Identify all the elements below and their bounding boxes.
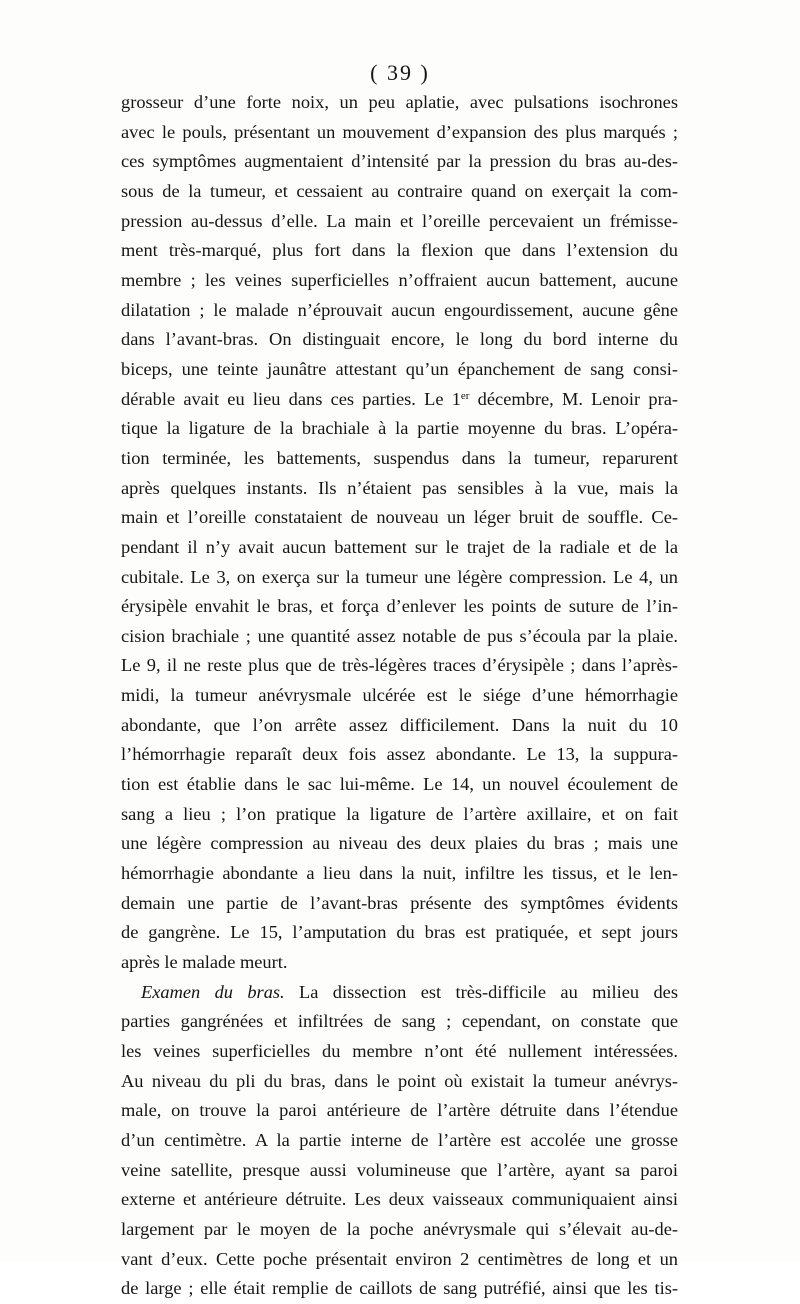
paragraph-1 xyxy=(121,88,678,385)
text-line: d’un centimètre. A la partie interne de l’artère est accolée une grosse xyxy=(121,1129,678,1150)
text-line: cision brachiale ; une quantité assez notable de pus s’écoula par la plaie. xyxy=(121,625,678,646)
text-line: pendant il n’y avait aucun battement sur le trajet de la radiale et de la xyxy=(121,536,678,557)
text-line: après quelques instants. Ils n’étaient pas sensibles à la vue, mais la xyxy=(121,477,678,498)
text-line: ces symptômes augmentaient d’intensité par la pression du bras au-des- xyxy=(121,151,678,172)
text-line: avec le pouls, présentant un mouvement d’expansion des plus marqués ; xyxy=(121,121,678,142)
section-heading: Examen du bras. xyxy=(141,981,285,1002)
text-line: abondante, que l’on arrête assez difficilement. Dans la nuit du 10 xyxy=(121,714,678,735)
paragraph-2 xyxy=(121,1007,678,1304)
text-line: tion est établie dans le sac lui-même. Le 14, un nouvel écoulement de xyxy=(121,774,678,795)
text-line: largement par le moyen de la poche anévrysmale qui s’élevait au-de- xyxy=(121,1218,678,1239)
text-line: tion terminée, les battements, suspendus dans la tumeur, reparurent xyxy=(121,447,678,468)
text-line: grosseur d’une forte noix, un peu aplatie, avec pulsations isochrones xyxy=(121,92,678,112)
text-line: de gangrène. Le 15, l’amputation du bras est pratiquée, et sept jours xyxy=(121,922,678,943)
text-line: dilatation ; le malade n’éprouvait aucun engourdissement, aucune gêne xyxy=(121,299,678,320)
text-line: ment très-marqué, plus fort dans la flexion que dans l’extension du xyxy=(121,240,678,261)
text-line: male, on trouve la paroi antérieure de l’artère détruite dans l’étendue xyxy=(121,1100,678,1121)
text-run: La dissection est très-difficile au milieu des xyxy=(284,981,678,1002)
text-line xyxy=(121,978,678,1008)
text-line: une légère compression au niveau des deux plaies du bras ; mais une xyxy=(121,833,678,854)
text-line: les veines superficielles du membre n’ont été nullement intéressées. xyxy=(121,1041,678,1061)
paragraph-1-continued xyxy=(121,414,678,948)
text-line: tique la ligature de la brachiale à la partie moyenne du bras. L’opéra- xyxy=(121,418,678,439)
text-line: biceps, une teinte jaunâtre attestant qu’un épanchement de sang consi- xyxy=(121,358,678,379)
text-line: sous de la tumeur, et cessaient au contraire quand on exerçait la com- xyxy=(121,180,678,201)
text-line: l’hémorrhagie reparaît deux fois assez abondante. Le 13, la suppura- xyxy=(121,744,678,765)
text-run: décembre, M. Lenoir pra- xyxy=(469,388,678,409)
text-line: érysipèle envahit le bras, et força d’enlever les points de suture de l’in- xyxy=(121,596,678,617)
text-line: dans l’avant-bras. On distinguait encore, le long du bord interne du xyxy=(121,329,678,350)
text-line: Au niveau du pli du bras, dans le point où existait la tumeur anévrys- xyxy=(121,1070,678,1091)
text-line: pression au-dessus d’elle. La main et l’oreille percevaient un frémisse- xyxy=(121,210,678,231)
text-line: cubitale. Le 3, on exerça sur la tumeur une légère compression. Le 4, un xyxy=(121,566,678,587)
page-number: ( 39 ) xyxy=(370,60,430,85)
text-line: main et l’oreille constataient de nouveau un léger bruit de souffle. Ce- xyxy=(121,507,678,528)
text-line: vant d’eux. Cette poche présentait environ 2 centimètres de long et un xyxy=(121,1248,678,1269)
text-run: dérable avait eu lieu dans ces parties. Le 1 xyxy=(121,388,461,409)
text-line: midi, la tumeur anévrysmale ulcérée est le siége d’une hémorrhagie xyxy=(121,685,678,706)
text-line: demain une partie de l’avant-bras présente des symptômes évidents xyxy=(121,892,678,913)
body-text xyxy=(121,88,678,1304)
text-line: de large ; elle était remplie de caillots de sang putréfié, ainsi que les tis- xyxy=(121,1278,678,1299)
text-line: hémorrhagie abondante a lieu dans la nuit, infiltre les tissus, et le len- xyxy=(121,863,678,884)
text-line: membre ; les veines superficielles n’offraient aucun battement, aucune xyxy=(121,269,678,290)
text-line: externe et antérieure détruite. Les deux vaisseaux communiquaient ainsi xyxy=(121,1189,678,1210)
text-line: Le 9, il ne reste plus que de très-légères traces d’érysipèle ; dans l’après- xyxy=(121,655,678,676)
text-line: sang a lieu ; l’on pratique la ligature de l’artère axillaire, et on fait xyxy=(121,803,678,824)
superscript: er xyxy=(460,389,470,402)
text-line: veine satellite, presque aussi volumineuse que l’artère, ayant sa paroi xyxy=(121,1159,678,1180)
text-line: après le malade meurt. xyxy=(121,952,288,973)
text-line: parties gangrénées et infiltrées de sang ; cependant, on constate que xyxy=(121,1011,678,1032)
text-line xyxy=(121,385,678,415)
